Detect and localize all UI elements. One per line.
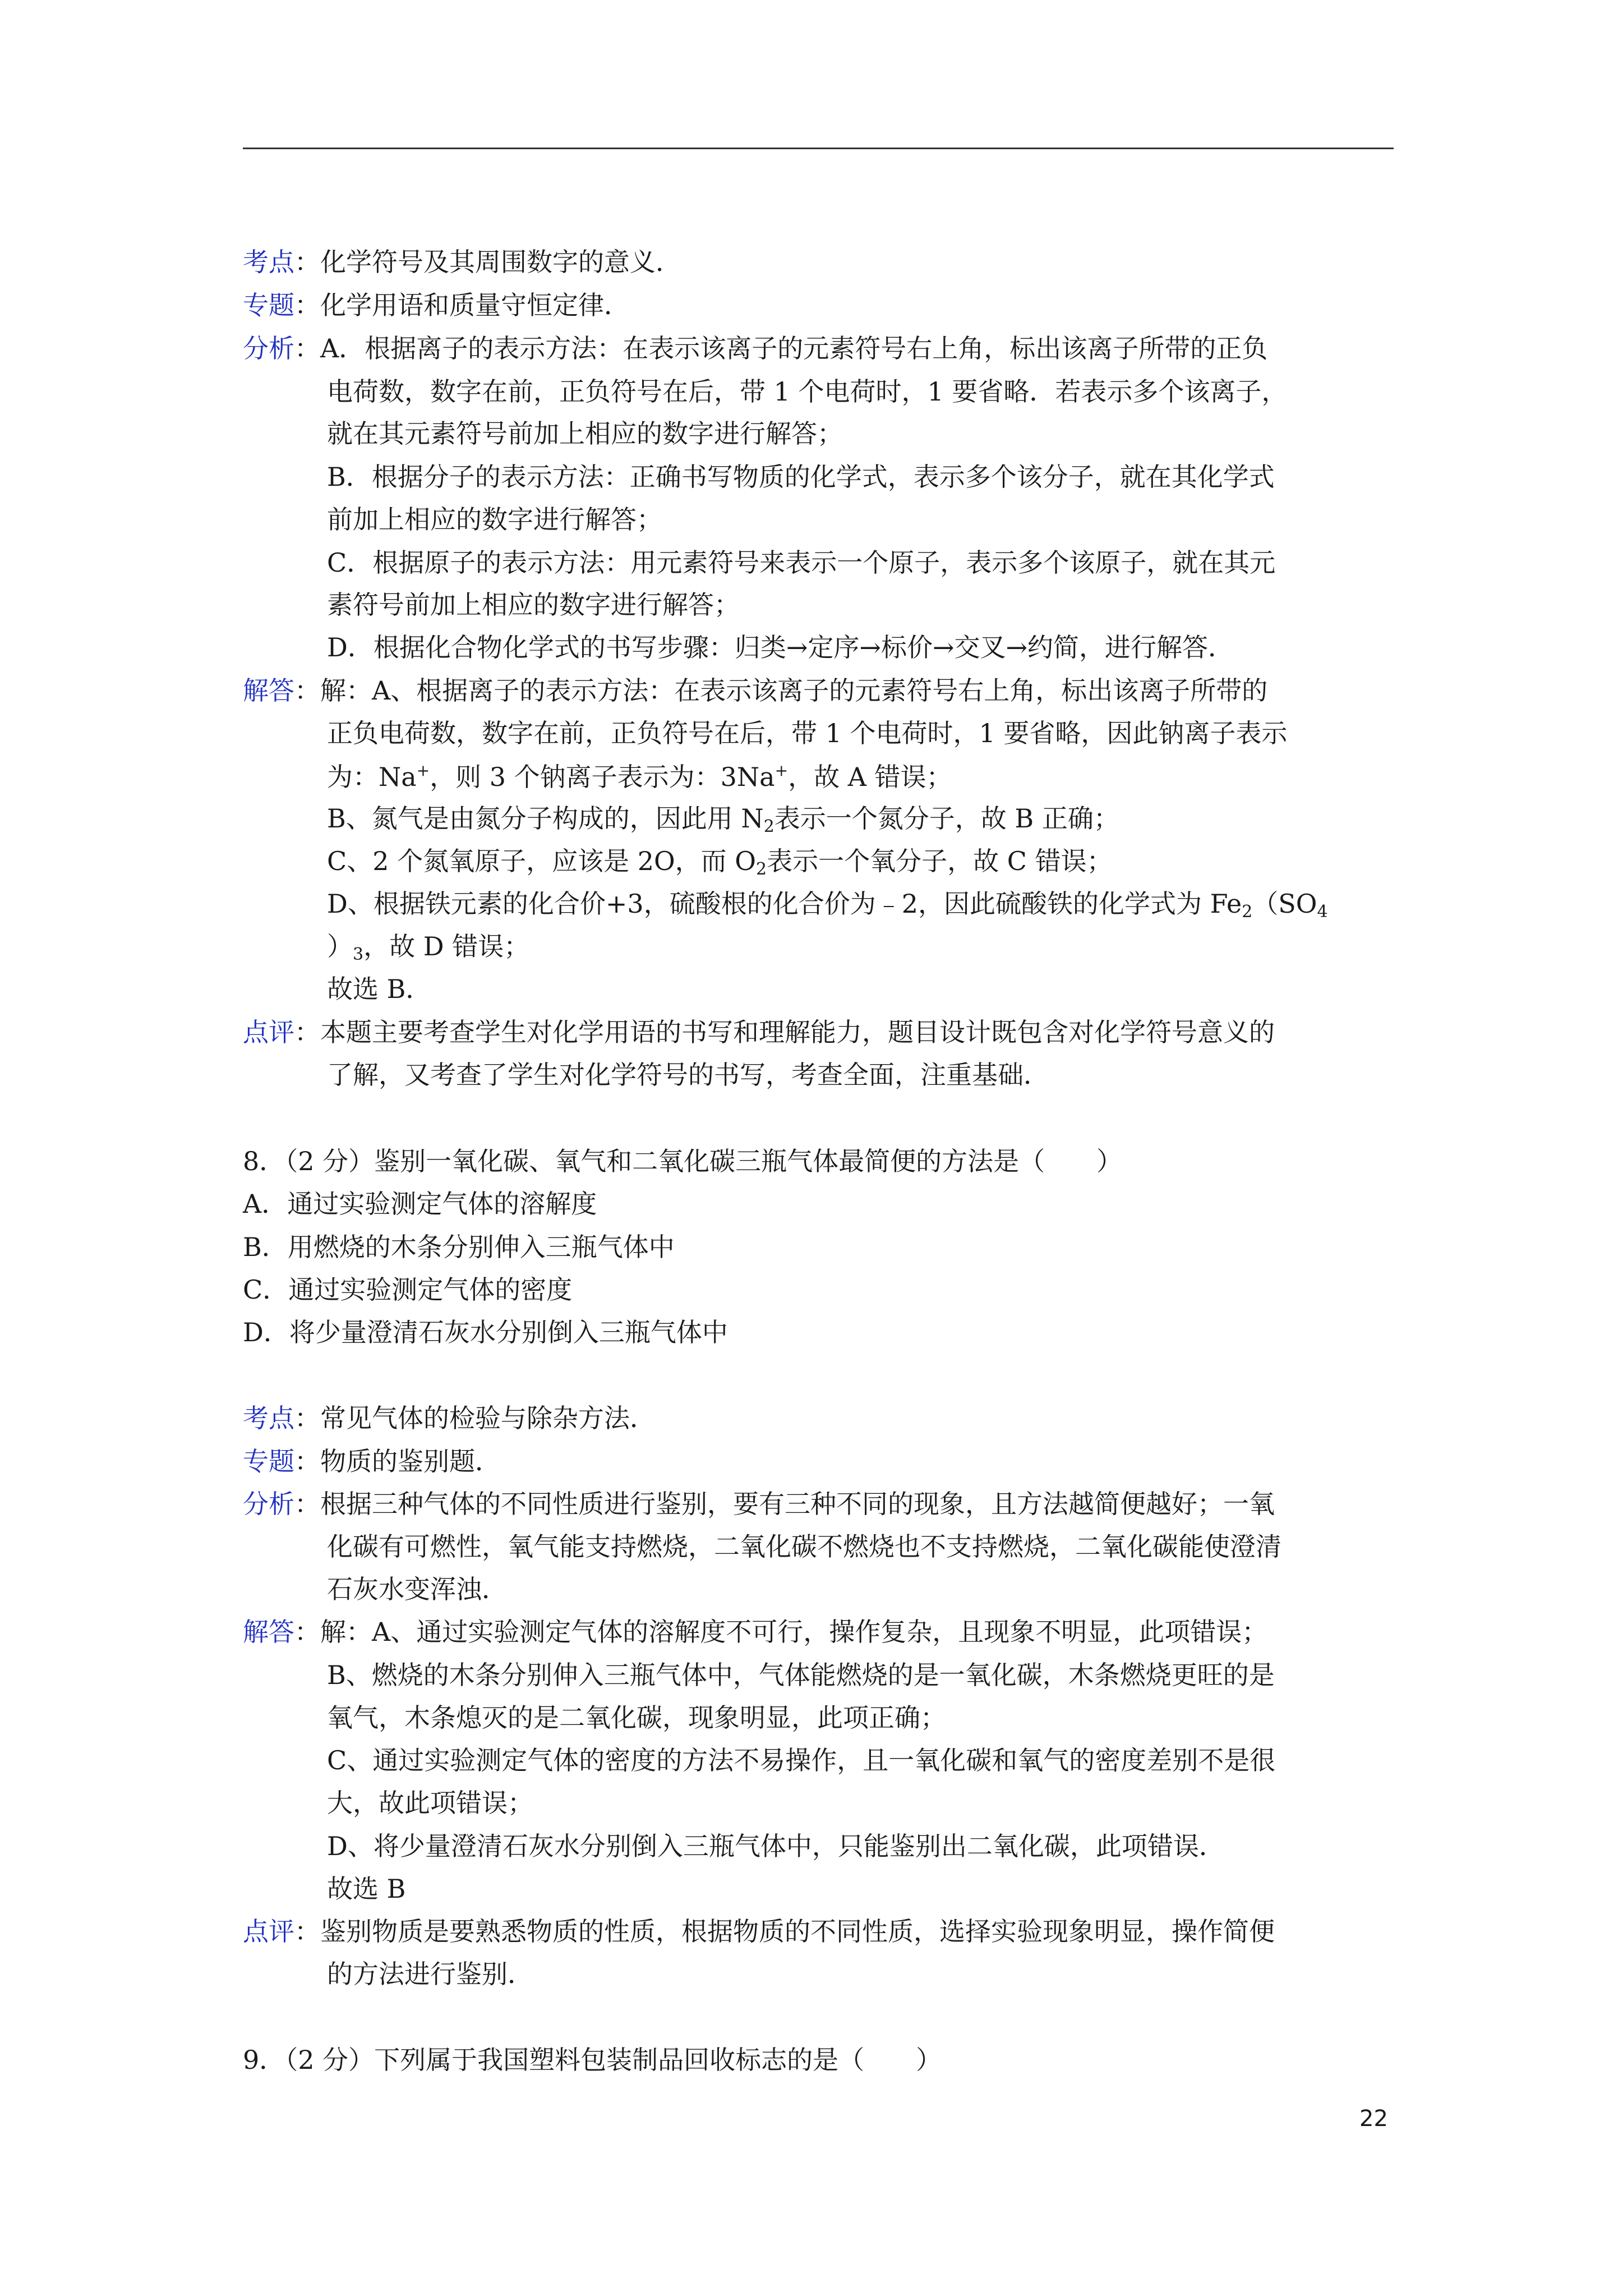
q8-zhuanti: 专题：物质的鉴别题． bbox=[243, 1446, 501, 1476]
q8-fenxi: 分析：根据三种气体的不同性质进行鉴别，要有三种不同的现象，且方法越简便越好；一氧 bbox=[243, 1489, 1275, 1519]
q8-jieda-line: 大，故此项错误； bbox=[327, 1788, 533, 1818]
q7-jieda: 解答：解：A、根据离子的表示方法：在表示该离子的元素符号右上角，标出该离子所带的 bbox=[243, 675, 1268, 706]
q8-jieda-line: 氧气，木条熄灭的是二氧化碳，现象明显，此项正确； bbox=[327, 1703, 946, 1733]
q7-jieda-line: 故选 B． bbox=[327, 974, 432, 1004]
q7-jieda-line: D、根据铁元素的化合价+3，硫酸根的化合价为﹣2，因此硫酸铁的化学式为 $Fe_2(SO_4$ bbox=[327, 889, 1328, 922]
header-rule bbox=[243, 148, 1394, 149]
q7-jieda-line: 正负电荷数，数字在前，正负符号在后，带 1 个电荷时，1 要省略，因此钠离子表示 bbox=[327, 718, 1288, 748]
q8-option-a: A．通过实验测定气体的溶解度 bbox=[243, 1189, 597, 1219]
q7-fenxi-line: B．根据分子的表示方法：正确书写物质的化学式，表示多个该分子，就在其化学式 bbox=[327, 462, 1275, 492]
q7-jieda-line: ）$_3$，故 D 错误； bbox=[327, 931, 530, 964]
q8-dianping: 点评：鉴别物质是要熟悉物质的性质，根据物质的不同性质，选择实验现象明显，操作简便 bbox=[243, 1916, 1275, 1947]
q8-option-d: D．将少量澄清石灰水分别倒入三瓶气体中 bbox=[243, 1317, 728, 1347]
q7-dianping-line: 了解，又考查了学生对化学符号的书写，考查全面，注重基础． bbox=[327, 1060, 1049, 1090]
q8-jieda-line: 故选 B bbox=[327, 1874, 406, 1904]
q8-jieda: 解答：解：A、通过实验测定气体的溶解度不可行，操作复杂，且现象不明显，此项错误； bbox=[243, 1617, 1268, 1647]
q8-fenxi-line: 石灰水变浑浊． bbox=[327, 1574, 508, 1604]
q8-kaodian: 考点：常见气体的检验与除杂方法． bbox=[243, 1403, 656, 1433]
q8-jieda-line: C、通过实验测定气体的密度的方法不易操作，且一氧化碳和氧气的密度差别不是很 bbox=[327, 1745, 1276, 1775]
q8-jieda-line: B、燃烧的木条分别伸入三瓶气体中，气体能燃烧的是一氧化碳，木条燃烧更旺的是 bbox=[327, 1660, 1275, 1690]
q7-fenxi: 分析：A．根据离子的表示方法：在表示该离子的元素符号右上角，标出该离子所带的正负 bbox=[243, 333, 1268, 364]
q7-kaodian: 考点：化学符号及其周围数字的意义． bbox=[243, 247, 681, 277]
q8-jieda-line: D、将少量澄清石灰水分别倒入三瓶气体中，只能鉴别出二氧化碳，此项错误． bbox=[327, 1831, 1225, 1861]
q7-dianping: 点评：本题主要考查学生对化学用语的书写和理解能力，题目设计既包含对化学符号意义的 bbox=[243, 1017, 1275, 1047]
q7-fenxi-line: 电荷数，数字在前，正负符号在后，带 1 个电荷时，1 要省略．若表示多个该离子， bbox=[327, 376, 1288, 407]
q7-fenxi-line: 前加上相应的数字进行解答； bbox=[327, 504, 662, 535]
q7-fenxi-line: 就在其元素符号前加上相应的数字进行解答； bbox=[327, 418, 843, 449]
q8-fenxi-line: 化碳有可燃性，氧气能支持燃烧，二氧化碳不燃烧也不支持燃烧，二氧化碳能使澄清 bbox=[327, 1531, 1281, 1562]
q7-fenxi-line: 素符号前加上相应的数字进行解答； bbox=[327, 590, 740, 620]
q8-dianping-line: 的方法进行鉴别． bbox=[327, 1959, 533, 1989]
q9-question: 9．（2 分）下列属于我国塑料包装制品回收标志的是（ ） bbox=[243, 2045, 942, 2075]
q7-jieda-line: B、氮气是由氮分子构成的，因此用 $N_2$表示一个氮分子，故 B 正确； bbox=[327, 803, 1119, 836]
q7-jieda-line: C、2 个氮氧原子，应该是 2O，而 $O_2$表示一个氧分子，故 C 错误； bbox=[327, 846, 1113, 879]
q7-fenxi-line: C．根据原子的表示方法：用元素符号来表示一个原子，表示多个该原子，就在其元 bbox=[327, 547, 1276, 578]
q7-zhuanti: 专题：化学用语和质量守恒定律． bbox=[243, 290, 630, 320]
q8-option-c: C．通过实验测定气体的密度 bbox=[243, 1274, 573, 1305]
q7-fenxi-line: D．根据化合物化学式的书写步骤：归类→定序→标价→交叉→约简，进行解答． bbox=[327, 632, 1234, 662]
q8-option-b: B．用燃烧的木条分别伸入三瓶气体中 bbox=[243, 1232, 675, 1262]
q7-jieda-line: 为：Na+，则 3 个钠离子表示为：3Na+，故 A 错误； bbox=[327, 761, 952, 792]
q8-question: 8．（2 分）鉴别一氧化碳、氧气和二氧化碳三瓶气体最简便的方法是（ ） bbox=[243, 1146, 1123, 1176]
page-number: 22 bbox=[1359, 2106, 1388, 2132]
